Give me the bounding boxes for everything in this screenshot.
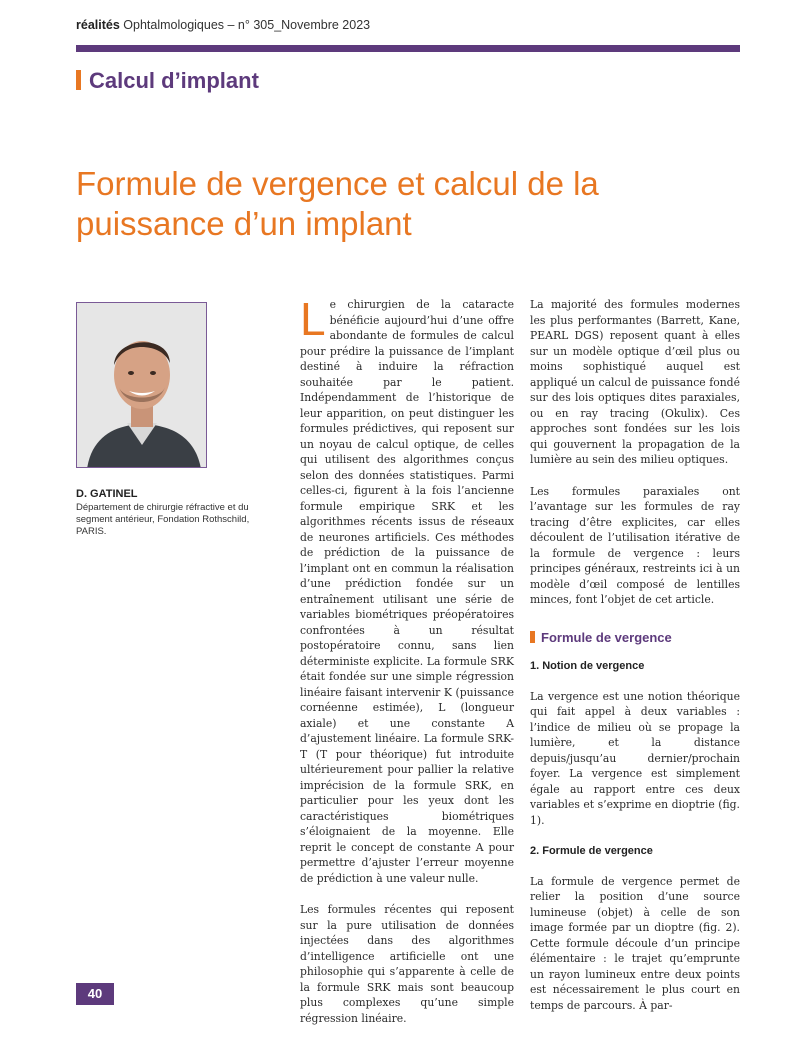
author-name: D. GATINEL <box>76 488 138 500</box>
section-marker <box>76 70 81 90</box>
subheading-label: Formule de vergence <box>541 629 672 645</box>
text-column-2 <box>530 297 740 1029</box>
subheading-marker <box>530 631 535 643</box>
paragraph: La vergence est une notion théorique qui fait appel à deux variables : l’indice de milieu où se propage la lumière, et la distance depuis/jusqu’au dernier/prochain foyer. La vergence est simplement égale au rapport entre ces deux variables et s’exprime en dioptrie (fig. 1). <box>530 689 740 827</box>
paragraph: Les formules récentes qui reposent sur la pure utilisation de données injectées dans des algorithmes d’intelligence artificielle ont une philosophie qui s’apparente à celle de la formule SRK mais sont beaucoup plus complexes qu’une simple régression linéaire. <box>300 903 514 1025</box>
paragraph: Les formules paraxiales ont l’avantage sur les formules de ray tracing d’être explicites, car elles découlent de l’utilisation itérative de la formule de vergence : leurs principes généraux, restreints ici à un modèle d’œil composé de lentilles minces, font l’objet de cet article. <box>530 484 740 606</box>
sub-subheading: 1. Notion de vergence <box>530 660 645 672</box>
paragraph <box>300 293 514 886</box>
journal-name: réalités <box>76 18 120 32</box>
sub-subheading: 2. Formule de vergence <box>530 845 653 857</box>
paragraph: La formule de vergence permet de relier la position d’une source lumineuse (objet) à celle de son image formée par un dioptre (fig. 2). Cette formule découle d’un principe élémentaire : le trajet qu’emprunte un rayon lumineux entre deux points est nécessairement le plus court en temps de parcours. À par- <box>530 874 740 1012</box>
text-column-1 <box>300 293 514 1042</box>
portrait-illustration <box>77 303 207 468</box>
author-affiliation: Département de chirurgie réfractive et du segment antérieur, Fondation Rothschild, PARIS. <box>76 502 250 537</box>
drop-cap: L <box>300 293 326 345</box>
author-photo <box>76 302 207 468</box>
subheading <box>530 630 740 646</box>
paragraph-text: e chirurgien de la cataracte bénéficie aujourd’hui d’une offre abondante de formules de calcul pour prédire la puissance de l’implant destiné à induire la réfraction souhaitée par le patient. Indépendamment de l’historique de leur apparition, on peut distinguer les formules prédictives, qui reposent sur un noyau de calcul optique, de celles qui utilisent des algorithmes conçus selon des données statistiques. Parmi celles-ci, figurent à la fois l’ancienne formule empirique SRK et les algorithmes récents issus de réseaux de neurones artificiels. Ces méthodes de prédiction de la puissance de l’implant ont en commun la réalisation d’une prédiction fondée sur un entraînement utilisant une série de variables biométriques préopératoires confrontées à un résultat postopératoire connu, sans lien déterministe explicite. La formule SRK était fondée sur une simple régression linéaire faisant intervenir K (puissance cornéenne estimée), L (longueur axiale) et une constante A d’ajustement linéaire. La formule SRK-T (T pour théorique) fut introduite ultérieurement pour pallier la relative imprécision de la formule SRK, en particulier pour les yeux dont les caractéristiques biométriques s’éloignaient de la moyenne. Elle reprit le concept de constante A pour permettre d’ajuster l’erreur moyenne de prédiction à une valeur nulle. <box>300 298 514 885</box>
section-tag-label: Calcul d’implant <box>89 68 259 93</box>
journal-issue: Ophtalmologiques – n° 305_Novembre 2023 <box>123 18 371 32</box>
journal-header <box>76 18 370 32</box>
section-tag <box>76 68 259 94</box>
page-number: 40 <box>76 983 114 1005</box>
paragraph: La majorité des formules modernes les plus performantes (Barrett, Kane, PEARL DGS) reposent quant à elles sur un modèle optique d’œil plus ou moins sophistiqué auquel est appliqué un calcul de puissance fondé sur des lois optiques dites paraxiales, ou en ray tracing (Okulix). Ces approches sont fondées sur les lois qui gouvernent la propagation de la lumière au sein des milieu optiques. <box>530 298 740 466</box>
article-title: Formule de vergence et calcul de la puissance d’un implant <box>76 165 599 243</box>
header-rule <box>76 45 740 52</box>
